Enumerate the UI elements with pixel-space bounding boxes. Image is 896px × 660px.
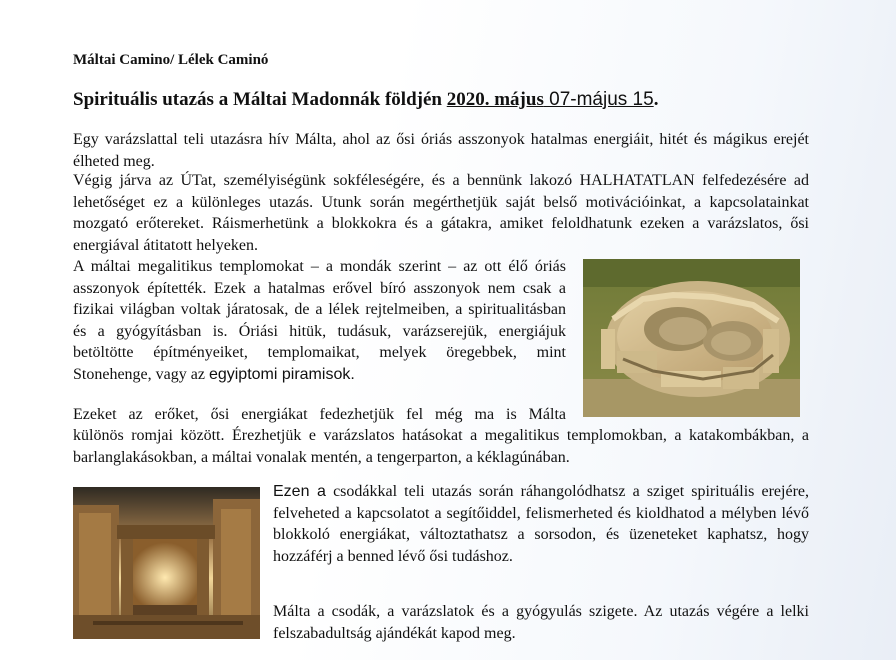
paragraph-pyramids-text: egyiptomi piramisok. xyxy=(208,365,355,383)
temple-doorway-photo xyxy=(73,487,260,639)
paragraph-megalithic-temples xyxy=(73,256,566,385)
paragraph-energies-line1: Ezeket az erőket, ősi energiákat fedezhetjük fel még ma is Málta xyxy=(73,406,566,423)
paragraph-megalithic-text: A máltai megalitikus templomokat – a mondák szerint – az ott élő óriás asszonyok építették. Ezek a hatalmas erővel bíró asszonyok nem csak a fizikai világban voltak járatosak, de a lélek rejtelmeiben, a spiritualitásban és a gyógyításban is. Óriási hitük, tudásuk, varázserejük, energiájuk betöltötte építményeiket, templomaikat, melyek öregebbek, mint Stonehenge, vagy az xyxy=(73,258,566,383)
paragraph-miracles-text: csodákkal teli utazás során ráhangolódhatsz a sziget spirituális erejére, felveheted a kapcsolatot a segítőiddel, felismerheted és kioldhatod a mélyben lévő blokkoló energiákat, változtathatsz a sorsodon, és üzeneteket kaphatsz, hogy hozzáférj a benned lévő ősi tudáshoz. xyxy=(273,483,809,565)
document-subtitle: Máltai Camino/ Lélek Caminó xyxy=(73,52,269,68)
title-date-start: 2020. május 07-május 15 xyxy=(446,89,654,110)
document-title xyxy=(73,89,658,111)
paragraph-journey: Végig járva az ÚTat, személyiségünk sokféleségére, és a bennünk lakozó HALHATATLAN felfedezésére ad lehetőséget ez a különleges utazás. Utunk során megérthetjük saját belső motivációinkat, a kapcsolatainkat mozgató erőtereket. Ráismerhetünk a blokkokra és a gátakra, amiket feloldhatunk ezeken a varázslatos, ősi energiával átitatott helyeken. xyxy=(73,172,809,254)
title-end: . xyxy=(653,89,659,110)
paragraph-energies-rest: különös romjai között. Érezhetjük e varázslatos hatásokat a megalitikus templomokban, a katakombákban, a barlanglakásokban, a máltai vonalak mentén, a tengerparton, a kéklagúnában. xyxy=(73,427,809,466)
megalithic-temple-photo xyxy=(583,259,800,417)
title-main: Spirituális utazás a Máltai Madonnák földjén xyxy=(73,89,447,110)
paragraph-intro: Egy varázslattal teli utazásra hív Málta, ahol az ősi óriás asszonyok hatalmas energiáit, hitét és mágikus erejét élheted meg. xyxy=(73,131,809,170)
paragraph-conclusion: Málta a csodák, a varázslatok és a gyógyulás szigete. Az utazás végére a lelki felszabadultság ajándékát kapod meg. xyxy=(273,603,809,642)
paragraph-miracles-start: Ezen a xyxy=(273,483,326,500)
paragraph-miracles xyxy=(273,481,809,567)
